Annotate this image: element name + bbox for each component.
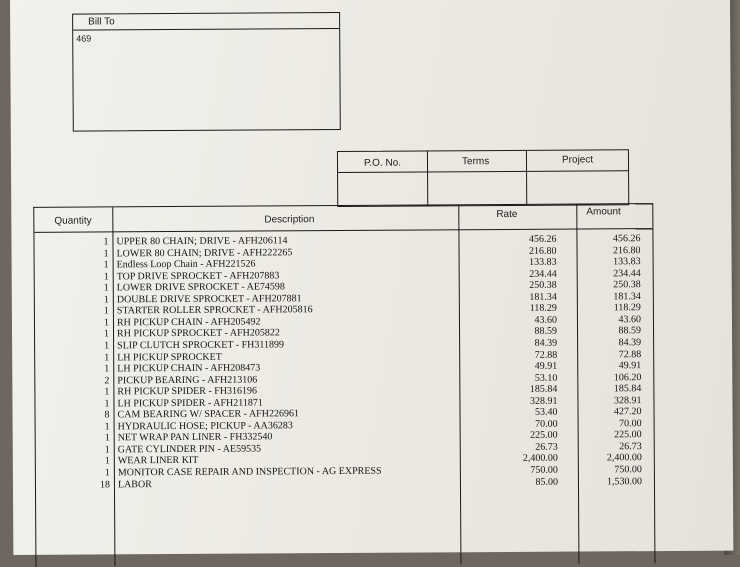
row-description: TOP DRIVE SPROCKET - AFH207883 [116, 270, 280, 282]
row-description: SLIP CLUTCH SPROCKET - FH311899 [117, 339, 285, 352]
row-rate: 53.10 [534, 372, 558, 384]
row-quantity: 2 [104, 374, 110, 387]
row-quantity: 1 [103, 305, 109, 317]
row-quantity: 1 [104, 455, 110, 467]
row-amount: 72.88 [618, 348, 642, 360]
row-description: STARTER ROLLER SPROCKET - AFH205816 [116, 304, 313, 317]
rate-header: Rate [496, 208, 518, 221]
row-rate: 225.00 [530, 430, 558, 442]
row-amount: 750.00 [614, 464, 642, 476]
row-amount: 427.20 [613, 406, 642, 418]
row-description: LOWER DRIVE SPROCKET - AE74598 [116, 281, 285, 294]
row-amount: 70.00 [619, 417, 642, 430]
row-quantity: 1 [103, 247, 109, 259]
row-rate: 181.34 [529, 291, 557, 303]
bill-to-label: Bill To [88, 16, 115, 28]
bill-to-box [72, 12, 341, 132]
row-rate: 456.26 [528, 233, 557, 245]
row-rate: 250.38 [529, 279, 557, 292]
row-quantity: 1 [104, 340, 110, 352]
row-quantity: 1 [104, 351, 110, 363]
row-rate: 234.44 [529, 268, 557, 280]
invoice-page [10, 0, 733, 555]
row-rate: 750.00 [530, 464, 558, 476]
row-amount: 49.91 [618, 360, 642, 372]
row-quantity: 1 [103, 282, 109, 294]
row-description: GATE CYLINDER PIN - AE59535 [117, 443, 262, 456]
row-amount: 2,400.00 [606, 452, 642, 464]
row-description: LABOR [117, 478, 152, 490]
row-rate: 185.84 [529, 383, 558, 395]
row-description: LH PICKUP SPROCKET [117, 351, 222, 363]
row-amount: 328.91 [613, 394, 642, 407]
row-description: PICKUP BEARING - AFH213106 [117, 374, 258, 386]
row-amount: 133.83 [613, 256, 641, 268]
row-quantity: 1 [104, 467, 110, 479]
row-rate: 118.29 [529, 302, 557, 315]
row-description: UPPER 80 CHAIN; DRIVE - AFH206114 [116, 235, 288, 248]
row-quantity: 1 [103, 271, 109, 283]
row-rate: 84.39 [534, 337, 558, 349]
row-quantity: 1 [103, 236, 109, 248]
row-quantity: 1 [104, 363, 110, 375]
row-amount: 43.60 [618, 313, 641, 326]
row-quantity: 1 [103, 259, 109, 271]
row-description: RH PICKUP SPIDER - FH316196 [117, 385, 258, 398]
row-description: WEAR LINER KIT [117, 455, 199, 467]
row-description: LH PICKUP SPIDER - AFH211871 [117, 397, 263, 410]
row-amount: 1,530.00 [606, 475, 642, 487]
project-label: Project [561, 154, 594, 166]
row-description: HYDRAULIC HOSE; PICKUP - AA36283 [117, 420, 293, 433]
row-amount: 118.29 [613, 302, 641, 314]
row-amount: 181.34 [613, 290, 641, 303]
row-description: CAM BEARING W/ SPACER - AFH226961 [117, 408, 299, 421]
row-amount: 26.73 [619, 441, 642, 453]
row-rate: 70.00 [535, 418, 558, 430]
terms-label: Terms [461, 156, 490, 168]
row-quantity: 1 [104, 444, 110, 456]
amount-header: Amount [586, 206, 621, 218]
row-amount: 250.38 [613, 279, 641, 291]
row-amount: 225.00 [614, 429, 642, 441]
row-quantity: 1 [103, 294, 109, 306]
po-terms-project-box [337, 149, 629, 207]
row-description: DOUBLE DRIVE SPROCKET - AFH207881 [116, 292, 302, 306]
bill-to-value: 469 [76, 33, 92, 44]
table-row [36, 476, 656, 491]
quantity-header: Quantity [54, 215, 92, 227]
row-quantity: 1 [104, 398, 110, 410]
row-description: RH PICKUP SPROCKET - AFH205822 [117, 327, 280, 340]
row-amount: 88.59 [618, 325, 642, 337]
row-description: LH PICKUP CHAIN - AFH208473 [117, 362, 261, 375]
row-rate: 328.91 [529, 395, 558, 407]
row-quantity: 1 [104, 328, 110, 340]
row-rate: 216.80 [529, 245, 557, 257]
row-rate: 26.73 [535, 441, 558, 453]
row-rate: 49.91 [534, 360, 558, 372]
row-quantity: 8 [104, 409, 110, 421]
row-rate: 72.88 [534, 349, 558, 361]
row-rate: 88.59 [534, 326, 558, 338]
row-quantity: 18 [99, 478, 110, 491]
row-quantity: 1 [104, 386, 110, 398]
row-rate: 2,400.00 [522, 453, 558, 465]
row-amount: 106.20 [613, 371, 642, 383]
row-description: RH PICKUP CHAIN - AFH205492 [116, 316, 261, 329]
row-quantity: 1 [103, 317, 110, 329]
items-table [33, 203, 655, 567]
row-rate: 85.00 [535, 476, 558, 488]
row-quantity: 1 [104, 432, 110, 444]
row-amount: 456.26 [612, 233, 641, 245]
row-amount: 84.39 [618, 337, 642, 349]
row-description: MONITOR CASE REPAIR AND INSPECTION - AG EXPRESS [117, 465, 382, 479]
row-description: Endless Loop Chain - AFH221526 [116, 258, 256, 271]
row-amount: 216.80 [613, 244, 641, 256]
row-rate: 43.60 [534, 314, 557, 326]
row-description: NET WRAP PAN LINER - FH332540 [117, 431, 273, 444]
row-description: LOWER 80 CHAIN; DRIVE - AFH222265 [116, 246, 293, 259]
row-quantity: 1 [104, 421, 110, 433]
row-amount: 185.84 [613, 383, 642, 395]
row-rate: 133.83 [529, 256, 557, 268]
row-rate: 53.40 [534, 406, 558, 419]
description-header: Description [264, 214, 315, 226]
po-number-label: P.O. No. [363, 157, 402, 169]
row-amount: 234.44 [613, 267, 641, 279]
